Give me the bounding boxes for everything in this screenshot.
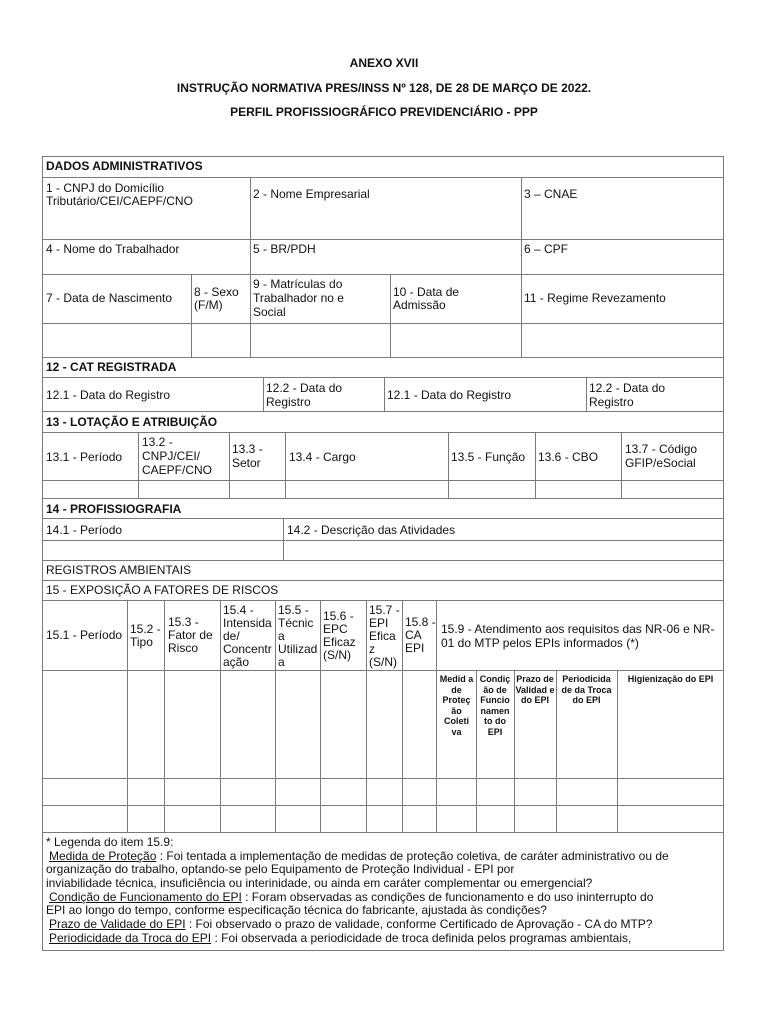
rule — [285, 432, 286, 498]
field-label-ca-epi: CA — [405, 628, 422, 642]
section-title-profissiografia: 14 - PROFISSIOGRAFIA — [46, 502, 182, 516]
subheader-epi-condition: Condiç ão de Funcio namen to do EPI — [479, 674, 511, 737]
rule — [42, 580, 724, 581]
rule — [220, 600, 221, 832]
rule — [42, 239, 724, 240]
field-label-cat-date: Registro — [589, 395, 634, 409]
field-label-gfip-code: GFIP/eSocial — [625, 456, 696, 470]
rule — [42, 832, 724, 833]
field-label-employer-id: CAEPF/CNO — [142, 463, 213, 477]
field-label-intensity: ação — [223, 655, 250, 669]
rule — [42, 540, 724, 541]
field-label-br-pdh: 5 - BR/PDH — [253, 242, 316, 256]
field-label-type: Tipo — [130, 635, 153, 649]
field-label-ca-epi: 15.8 - — [405, 615, 436, 629]
rule — [42, 274, 724, 275]
field-label-epc-effective: Eficaz — [323, 635, 356, 649]
normative-title: INSTRUÇÃO NORMATIVA PRES/INSS Nº 128, DE 28 DE MARÇO DE 2022. — [176, 81, 592, 95]
rule — [617, 670, 618, 832]
field-label-technique: a — [278, 655, 285, 669]
legend-line — [46, 918, 652, 931]
field-label-shift-regime: 11 - Regime Revezamento — [524, 291, 666, 305]
field-label-cnpj: 1 - CNPJ do Domicílio — [46, 181, 165, 195]
rule — [521, 177, 522, 357]
rule — [535, 432, 536, 498]
field-label-ca-epi: EPI — [405, 641, 425, 655]
rule — [42, 377, 724, 378]
field-label-admission-date: Admissão — [393, 298, 446, 312]
rule — [384, 377, 385, 411]
field-label-registrations: Social — [253, 305, 286, 319]
field-label-cat-date: Registro — [266, 395, 311, 409]
field-label-cat-date: 12.1 - Data do Registro — [387, 388, 512, 402]
legend-line: EPI ao longo do tempo, conforme especificação técnica do fabricante, ajustada às condições? — [46, 903, 547, 917]
rule — [42, 778, 724, 779]
rule — [250, 274, 251, 357]
legend-term: Prazo de Validade do EPI — [49, 917, 186, 931]
field-label-nr-compliance: 01 do MTP pelos EPIs informados (*) — [441, 636, 639, 650]
rule — [436, 600, 437, 832]
field-label-risk-factor: Fator de — [168, 628, 213, 642]
subheader-epi-validity: Prazo de Validad e do EPI — [515, 674, 555, 705]
legend-term: Periodicidade da Troca do EPI — [49, 931, 212, 945]
field-label-job-title: 13.4 - Cargo — [289, 450, 356, 464]
legend-line: inviabilidade técnica, insuficiência ou interinidade, ou ainda em caráter complementar ou emergencial? — [46, 876, 593, 890]
legend-term: Medida de Proteção — [49, 849, 157, 863]
rule — [275, 600, 276, 832]
section-title-lotacao: 13 - LOTAÇÃO E ATRIBUIÇÃO — [46, 415, 218, 429]
rule — [42, 177, 724, 178]
field-label-epi-effective: EPI — [369, 616, 389, 630]
field-label-cnpj: Tributário/CEI/CAEPF/CNO — [46, 194, 193, 208]
rule — [42, 498, 724, 499]
field-label-cat-date: 12.2 - Data do — [589, 381, 666, 395]
field-label-period: 14.1 - Período — [46, 523, 123, 537]
field-label-cnae: 3 – CNAE — [524, 187, 578, 201]
document-title: PERFIL PROFISSIOGRÁFICO PREVIDENCIÁRIO - PPP — [230, 105, 538, 119]
field-label-sector: Setor — [232, 456, 261, 470]
field-label-period: 13.1 - Período — [46, 450, 123, 464]
rule — [42, 670, 724, 671]
rule — [586, 377, 587, 411]
rule — [366, 600, 367, 832]
field-label-technique: a — [278, 629, 285, 643]
field-label-epc-effective: 15.6 - — [323, 609, 354, 623]
legend-term: Condição de Funcionamento do EPI — [49, 890, 242, 904]
field-label-risk-factor: Risco — [168, 641, 199, 655]
rule — [42, 323, 724, 324]
rule — [191, 274, 192, 357]
legend-title: * Legenda do item 15.9: — [46, 835, 174, 849]
field-label-intensity: 15.4 - — [223, 603, 254, 617]
field-label-risk-factor: 15.3 - — [168, 615, 199, 629]
section-title-cat: 12 - CAT REGISTRADA — [46, 360, 177, 374]
section-title-registros: REGISTROS AMBIENTAIS — [46, 563, 192, 577]
field-label-type: 15.2 - — [130, 622, 161, 636]
legend-text: : Foram observadas as condições de funcionamento e do uso ininterrupto do — [241, 890, 654, 904]
section-title-admin: DADOS ADMINISTRATIVOS — [46, 159, 203, 173]
field-label-worker-name: 4 - Nome do Trabalhador — [46, 242, 180, 256]
subheader-epi-replacement: Periodicida de da Troca do EPI — [561, 674, 612, 705]
rule — [42, 411, 724, 412]
legend-text: : Foi observado o prazo de validade, conforme Certificado de Aprovação - CA do MTP? — [185, 917, 653, 931]
field-label-employer-id: 13.2 - — [142, 435, 173, 449]
rule — [42, 357, 724, 358]
field-label-technique: Utilizad — [278, 642, 318, 656]
field-label-cat-date: 12.1 - Data do Registro — [46, 388, 171, 402]
rule — [283, 518, 284, 560]
rule — [127, 600, 128, 832]
rule — [390, 274, 391, 357]
field-label-technique: 15.5 - — [278, 603, 309, 617]
field-label-epi-effective: Efica — [369, 629, 396, 643]
rule — [42, 518, 724, 519]
subheader-epi-hygiene: Higienização do EPI — [627, 674, 714, 684]
rule — [164, 600, 165, 832]
field-label-sex: (F/M) — [194, 298, 223, 312]
rule — [229, 432, 230, 498]
rule — [448, 432, 449, 498]
field-label-epc-effective: EPC — [323, 622, 348, 636]
field-label-cat-date: 12.2 - Data do — [266, 381, 343, 395]
field-label-registrations: Trabalhador no e — [253, 291, 344, 305]
field-label-cbo: 13.6 - CBO — [538, 450, 599, 464]
field-label-technique: Técnic — [278, 616, 314, 630]
field-label-epc-effective: (S/N) — [323, 648, 351, 662]
field-label-sex: 8 - Sexo — [194, 285, 239, 299]
field-label-activities: 14.2 - Descrição das Atividades — [287, 523, 456, 537]
field-label-function: 13.5 - Função — [451, 450, 526, 464]
rule — [138, 432, 139, 498]
field-label-period: 15.1 - Período — [46, 628, 123, 642]
rule — [621, 432, 622, 498]
field-label-intensity: de/ — [223, 629, 240, 643]
field-label-company-name: 2 - Nome Empresarial — [253, 187, 370, 201]
field-label-epi-effective: z — [369, 642, 375, 656]
subheader-collective-protection: Medid a de Proteç ão Coleti va — [439, 674, 474, 737]
rule — [42, 560, 724, 561]
section-title-exposicao: 15 - EXPOSIÇÃO A FATORES DE RISCOS — [46, 583, 279, 597]
field-label-intensity: Intensida — [223, 616, 272, 630]
field-label-gfip-code: 13.7 - Código — [625, 442, 698, 456]
field-label-epi-effective: (S/N) — [369, 655, 397, 669]
field-label-registrations: 9 - Matrículas do — [253, 277, 343, 291]
rule — [402, 600, 403, 832]
field-label-cpf: 6 – CPF — [524, 242, 569, 256]
annex-title: ANEXO XVII — [349, 56, 419, 70]
field-label-employer-id: CNPJ/CEI/ — [142, 449, 201, 463]
field-label-admission-date: 10 - Data de — [393, 285, 460, 299]
field-label-nr-compliance: 15.9 - Atendimento aos requisitos das NR-06 e NR- — [441, 622, 715, 636]
field-label-intensity: Concentr — [223, 642, 272, 656]
rule — [320, 600, 321, 832]
legend-text: : Foi observada a periodicidade de troca definida pelos programas ambientais, — [211, 931, 632, 945]
legend-line — [46, 932, 631, 945]
field-label-birth-date: 7 - Data de Nascimento — [46, 291, 173, 305]
field-label-sector: 13.3 - — [232, 442, 263, 456]
rule — [42, 805, 724, 806]
legend-line: organização do trabalho, optando-se pelo Equipamento de Proteção Individual - EPI por — [46, 862, 515, 876]
field-label-epi-effective: 15.7 - — [369, 603, 400, 617]
rule — [250, 177, 251, 274]
legend-text: : Foi tentada a implementação de medidas de proteção coletiva, de caráter administrativo ou de — [156, 849, 669, 863]
rule — [263, 377, 264, 411]
rule — [42, 600, 724, 601]
